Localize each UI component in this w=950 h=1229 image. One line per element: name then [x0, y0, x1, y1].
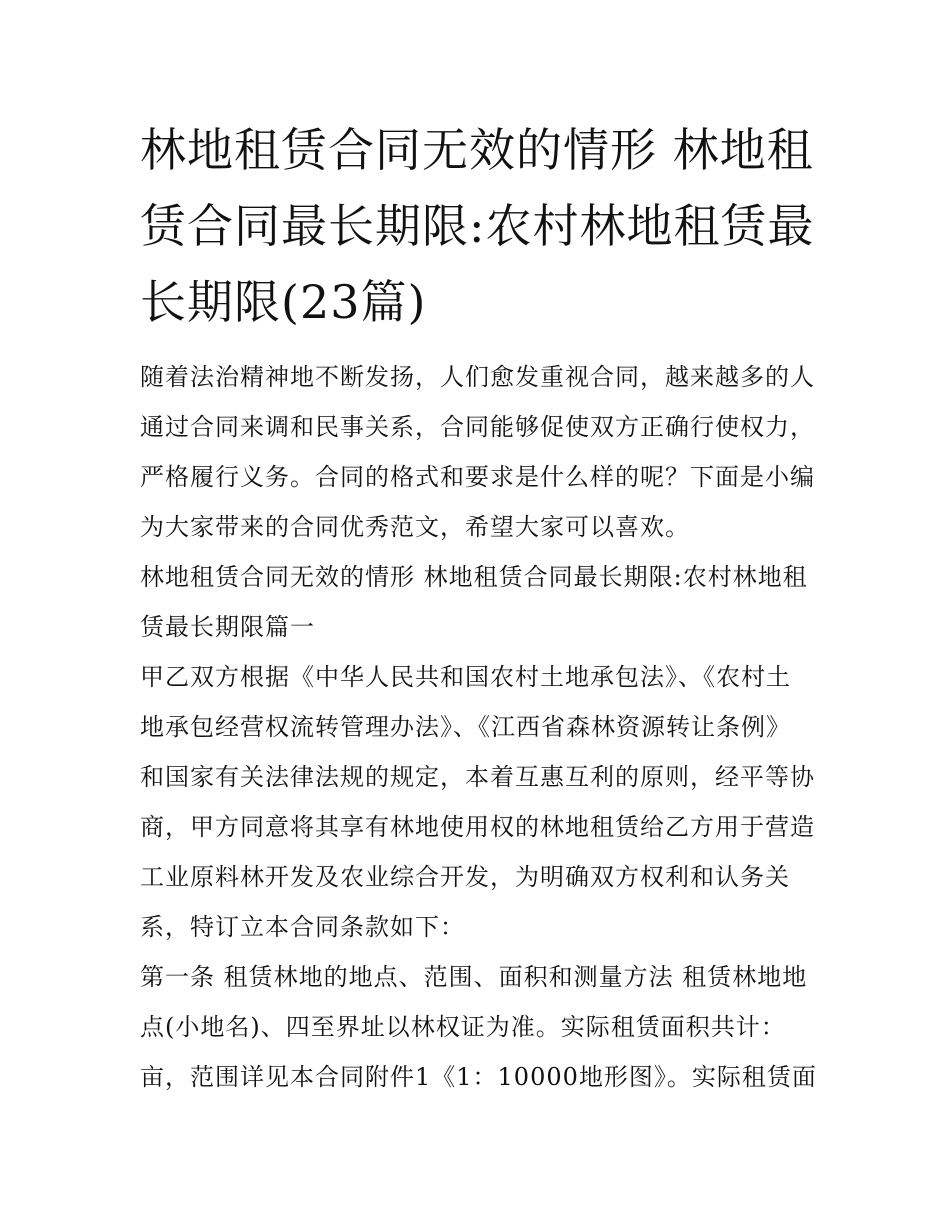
article-one-paragraph: 第一条 租赁林地的地点、范围、面积和测量方法 租赁林地地点(小地名)、四至界址以林权证为准。实际租赁面积共计：	[140, 963, 808, 1041]
document-title: 林地租赁合同无效的情形 林地租赁合同最长期限:农村林地租赁最长期限(23篇)	[140, 123, 815, 329]
continuation-line: 亩，范围详见本合同附件1《1：10000地形图》。实际租赁面	[140, 1063, 817, 1091]
section-heading-paragraph: 林地租赁合同无效的情形 林地租赁合同最长期限:农村林地租赁最长期限篇一	[140, 563, 808, 641]
document-page	[140, 112, 815, 1102]
intro-paragraph: 随着法治精神地不断发扬，人们愈发重视合同，越来越多的人通过合同来调和民事关系，合同能够促使双方正确行使权力，严格履行义务。合同的格式和要求是什么样的呢？下面是小编为大家带来的合同优秀范文，希望大家可以喜欢。	[140, 363, 815, 541]
preamble-paragraph: 甲乙双方根据《中华人民共和国农村土地承包法》、《农村土地承包经营权流转管理办法》、《江西省森林资源转让条例》和国家有关法律法规的规定，本着互惠互利的原则，经平等协商，甲方同意将其享有林地使用权的林地租赁给乙方用于营造工业原料林开发及农业综合开发，为明确双方权利和认务关系，特订立本合同条款如下：	[140, 663, 815, 941]
